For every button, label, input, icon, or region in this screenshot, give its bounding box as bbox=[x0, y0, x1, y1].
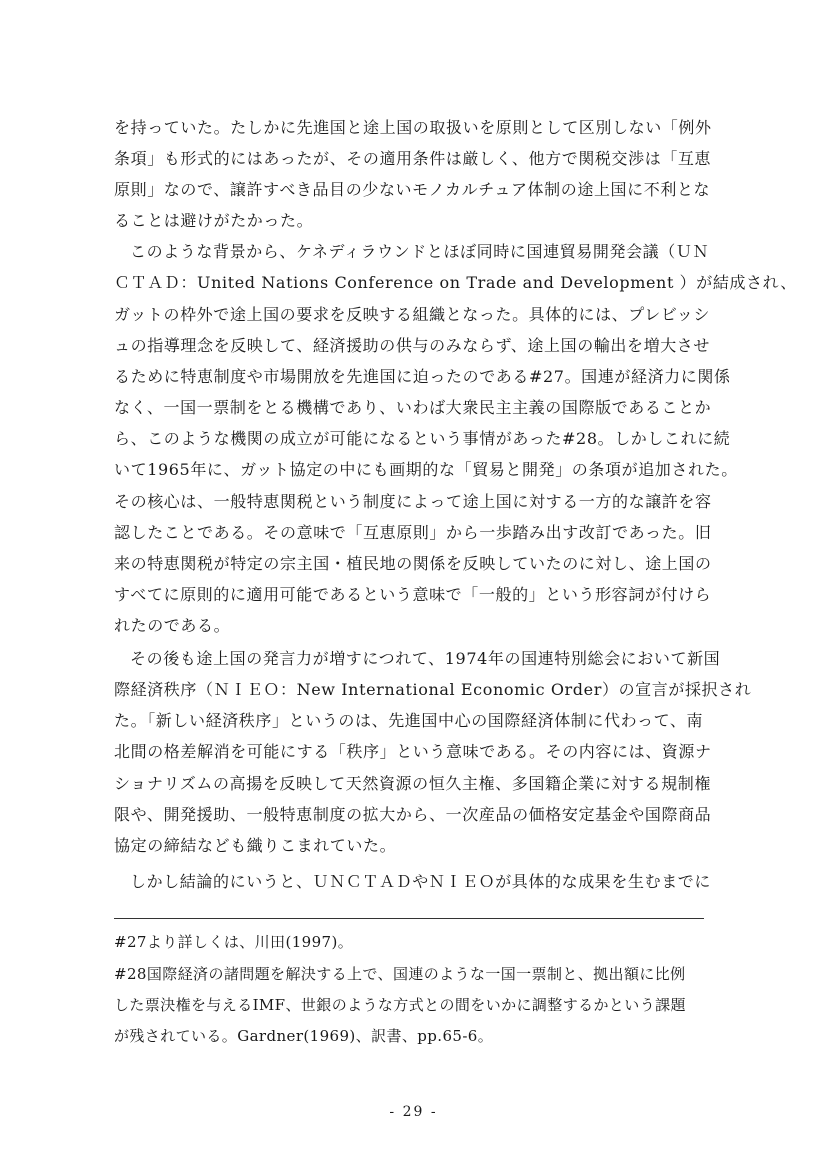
body-line: 来の特恵関税が特定の宗主国・植民地の関係を反映していたのに対し、途上国の bbox=[114, 554, 712, 573]
footnote-line: が残されている。Gardner(1969)、訳書、pp.65-6。 bbox=[114, 1027, 494, 1045]
body-line: しかし結論的にいうと、ＵＮＣＴＡＤやＮＩＥＯが具体的な成果を生むまでに bbox=[130, 872, 712, 891]
body-line: るために特恵制度や市場開放を先進国に迫ったのである#27。国連が経済力に関係 bbox=[114, 367, 731, 386]
body-line: このような背景から、ケネディラウンドとほぼ同時に国連貿易開発会議（ＵＮ bbox=[130, 242, 710, 261]
body-line: ガットの枠外で途上国の要求を反映する組織となった。具体的には、プレビッシ bbox=[114, 305, 711, 324]
body-line: いて1965年に、ガット協定の中にも画期的な「貿易と開発」の条項が追加された。 bbox=[114, 460, 738, 479]
body-line: ることは避けがたかった。 bbox=[114, 211, 314, 230]
body-line: 際経済秩序（ＮＩＥＯ：New International Economic Order）の宣言が採択され bbox=[114, 680, 752, 699]
body-line: その核心は、一般特恵関税という制度によって途上国に対する一方的な譲許を容 bbox=[114, 492, 712, 511]
body-line: 条項」も形式的にはあったが、その適用条件は厳しく、他方で関税交渉は「互恵 bbox=[114, 149, 712, 168]
body-line: 北間の格差解消を可能にする「秩序」という意味である。その内容には、資源ナ bbox=[114, 742, 712, 761]
body-line: 限や、開発援助、一般特恵制度の拡大から、一次産品の価格安定基金や国際商品 bbox=[114, 805, 712, 824]
body-line: を持っていた。たしかに先進国と途上国の取扱いを原則として区別しない「例外 bbox=[114, 118, 712, 137]
footnote-divider bbox=[114, 918, 704, 919]
body-line: 協定の締結なども織りこまれていた。 bbox=[114, 836, 397, 855]
body-line: ら、このような機関の成立が可能になるという事情があった#28。しかしこれに続 bbox=[114, 429, 731, 448]
body-line: すべてに原則的に適用可能であるという意味で「一般的」という形容詞が付けら bbox=[114, 585, 712, 604]
body-line: ュの指導理念を反映して、経済援助の供与のみならず、途上国の輸出を増大させ bbox=[114, 336, 711, 355]
footnote-line: #28国際経済の諸問題を解決する上で、国連のような一国一票制と、拠出額に比例 bbox=[114, 965, 686, 983]
body-line: れたのである。 bbox=[114, 616, 231, 635]
body-line: ショナリズムの高揚を反映して天然資源の恒久主権、多国籍企業に対する規制権 bbox=[114, 774, 711, 793]
body-line: ＣＴＡＤ：United Nations Conference on Trade and Development ）が結成され、 bbox=[114, 273, 797, 292]
body-line: た。「新しい経済秩序」というのは、先進国中心の国際経済体制に代わって、南 bbox=[114, 711, 704, 730]
body-line: 認したことである。その意味で「互恵原則」から一歩踏み出す改訂であった。旧 bbox=[114, 523, 712, 542]
footnote-line: した票決権を与えるIMF、世銀のような方式との間をいかに調整するかという課題 bbox=[114, 996, 686, 1014]
page-number: - 29 - bbox=[389, 1104, 438, 1120]
footnote-line: #27より詳しくは、川田(1997)。 bbox=[114, 933, 354, 951]
body-line: 原則」なので、譲許すべき品目の少ないモノカルチュア体制の途上国に不利とな bbox=[114, 180, 711, 199]
body-line: なく、一国一票制をとる機構であり、いわば大衆民主主義の国際版であることか bbox=[114, 398, 712, 417]
body-line: その後も途上国の発言力が増すにつれて、1974年の国連特別総会において新国 bbox=[130, 649, 721, 668]
